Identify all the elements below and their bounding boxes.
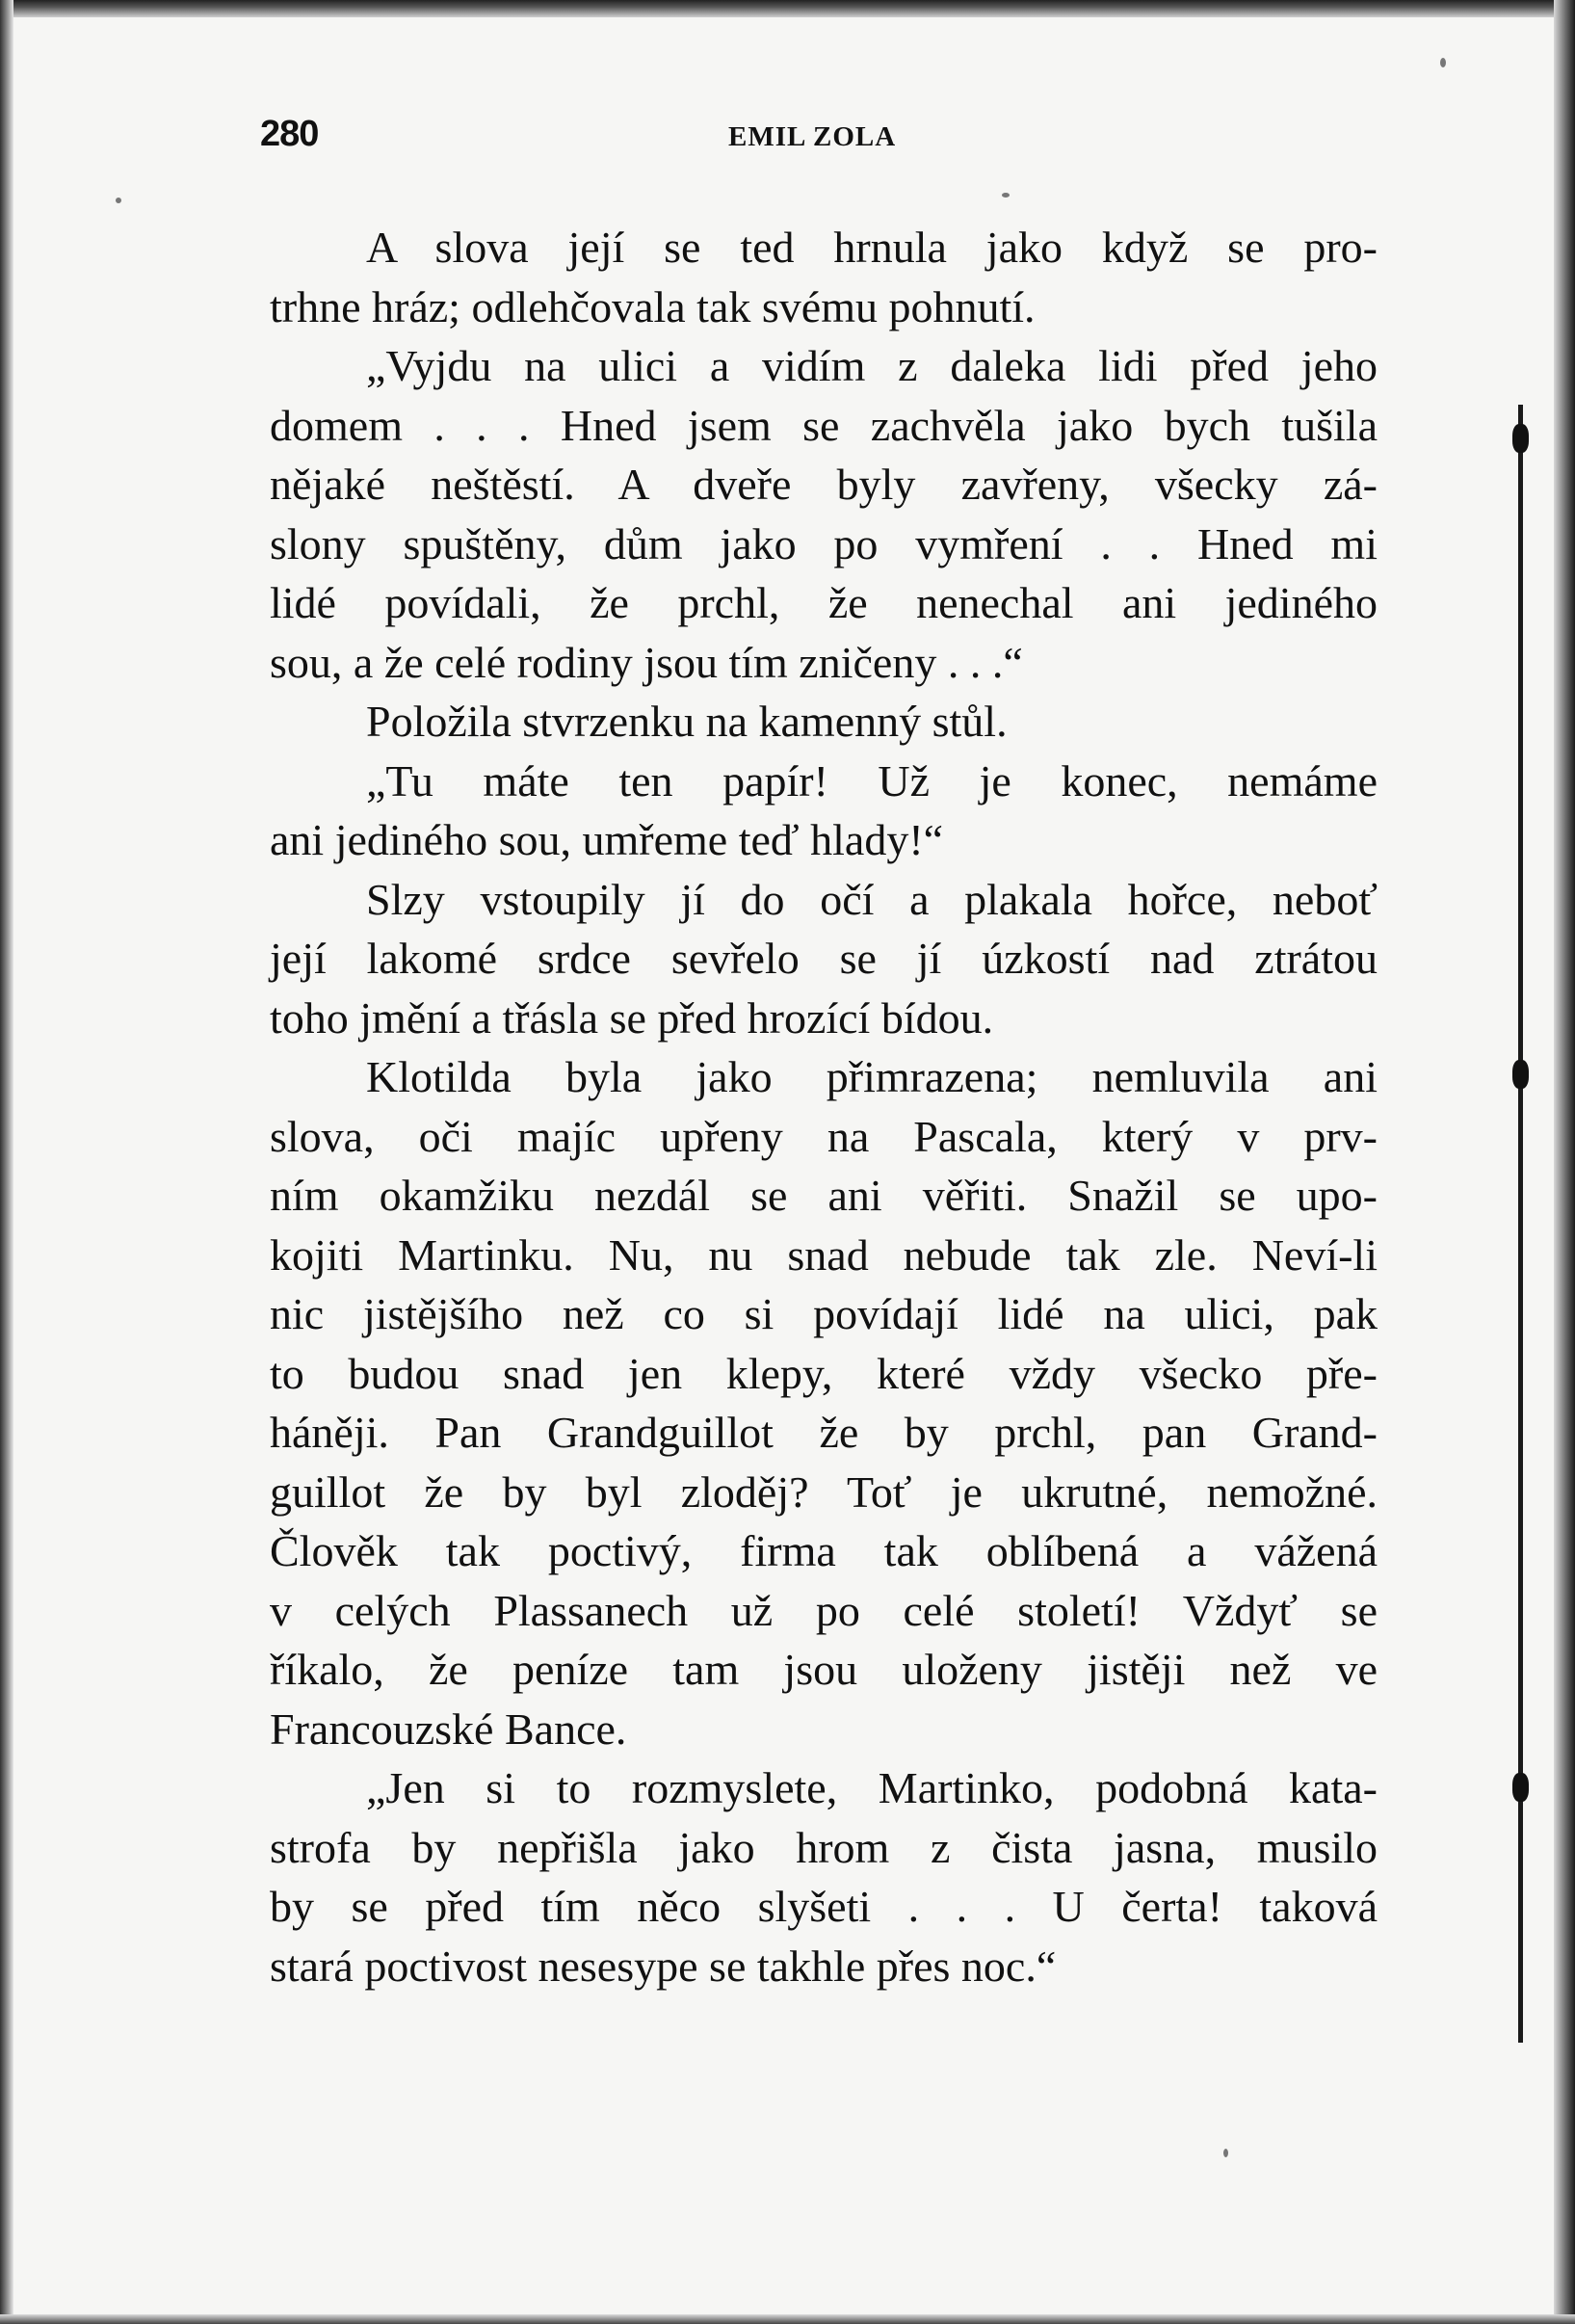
text-line: sou, a že celé rodiny jsou tím zničeny . . .“	[270, 637, 1023, 687]
text-line: kojiti Martinku. Nu, nu snad nebude tak zle. Neví-li	[270, 1229, 1378, 1280]
scan-edge-left	[0, 0, 13, 2324]
text-line: nic jistějšího než co si povídají lidé na ulici, pak	[270, 1289, 1378, 1338]
text-line: její lakomé srdce sevřelo se jí úzkostí nad ztrátou	[270, 934, 1378, 983]
text-line: lidé povídali, že prchl, že nenechal ani jediného	[270, 578, 1378, 627]
spine-mark	[1512, 1773, 1529, 1802]
scan-speck	[1223, 2149, 1228, 2157]
spine-mark	[1512, 424, 1529, 453]
text-line: v celých Plassanech už po celé století! Vždyť se	[270, 1585, 1378, 1635]
text-line: A slova její se ted hrnula jako když se pro-	[366, 223, 1378, 272]
text-line: slony spuštěny, dům jako po vymření . . Hned mi	[270, 518, 1378, 568]
text-line: Položila stvrzenku na kamenný stůl.	[366, 697, 1008, 746]
text-line: Slzy vstoupily jí do očí a plakala hořce, neboť	[366, 874, 1378, 924]
text-line: trhne hráz; odlehčovala tak svému pohnutí.	[270, 281, 1036, 331]
text-line: by se před tím něco slyšeti . . . U čerta! taková	[270, 1882, 1378, 1931]
text-line: strofa by nepřišla jako hrom z čista jasna, musilo	[270, 1822, 1378, 1872]
scan-speck	[1002, 193, 1010, 198]
page-header	[260, 114, 1378, 172]
text-line: ním okamžiku nezdál se ani věřiti. Snažil se upo-	[270, 1171, 1378, 1220]
spine-mark	[1512, 1060, 1529, 1089]
text-line: „Vyjdu na ulici a vidím z daleka lidi před jeho	[366, 341, 1378, 390]
text-line: to budou snad jen klepy, které vždy všecko pře-	[270, 1348, 1378, 1398]
scan-edge-bottom	[0, 2314, 1575, 2324]
scan-edge-right	[1554, 0, 1575, 2324]
text-line: slova, oči majíc upřeny na Pascala, který v prv-	[270, 1111, 1378, 1161]
scan-edge-top	[0, 0, 1575, 17]
text-line: Klotilda byla jako přimrazena; nemluvila ani	[366, 1052, 1378, 1101]
text-line: „Tu máte ten papír! Už je konec, nemáme	[366, 755, 1378, 805]
page-number: 280	[260, 114, 319, 154]
scan-speck	[1440, 58, 1446, 67]
text-line: guillot že by byl zloděj? Toť je ukrutné, nemožné.	[270, 1466, 1378, 1517]
running-head: EMIL ZOLA	[728, 121, 897, 152]
text-line: domem . . . Hned jsem se zachvěla jako bych tušila	[270, 400, 1378, 450]
text-line: Člověk tak poctivý, firma tak oblíbená a vážená	[270, 1526, 1378, 1575]
text-line: stará poctivost nesesype se takhle přes noc.“	[270, 1941, 1057, 1991]
scan-speck	[116, 198, 121, 203]
text-line: ani jediného sou, umřeme teď hlady!“	[270, 815, 944, 864]
text-line: říkalo, že peníze tam jsou uloženy jistěji než ve	[270, 1645, 1378, 1694]
text-line: háněji. Pan Grandguillot že by prchl, pan Grand-	[270, 1408, 1378, 1457]
text-line: toho jmění a třásla se před hrozící bídou.	[270, 992, 994, 1043]
text-line: Francouzské Bance.	[270, 1703, 627, 1754]
text-line: nějaké neštěstí. A dveře byly zavřeny, všecky zá-	[270, 460, 1378, 509]
text-line: „Jen si to rozmyslete, Martinko, podobná kata-	[366, 1763, 1378, 1812]
body-text	[270, 218, 1378, 1995]
